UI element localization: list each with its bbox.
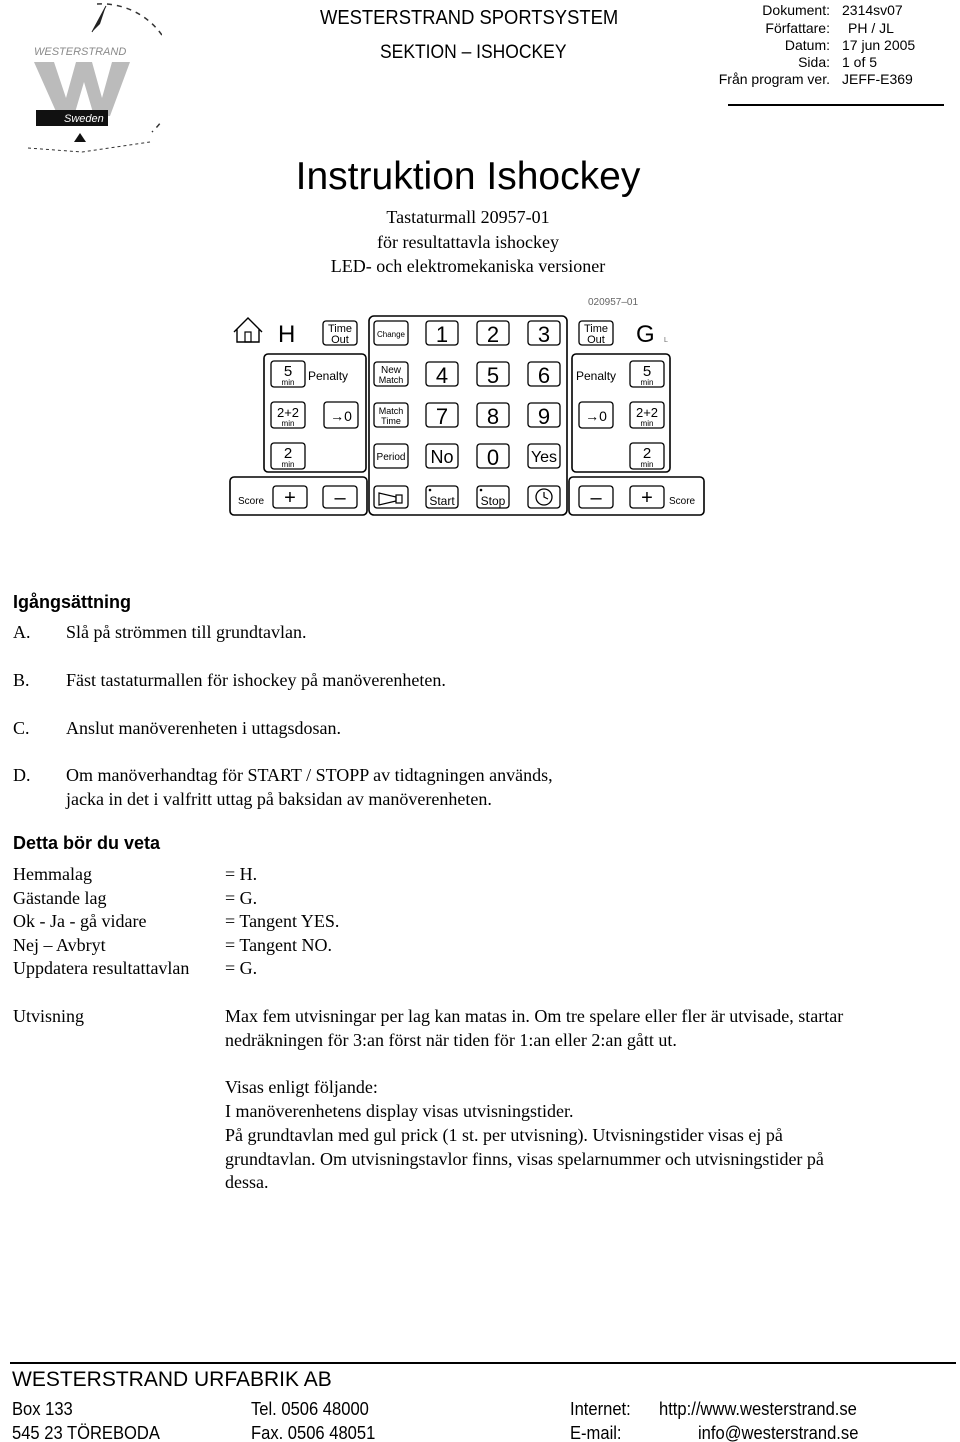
definition-term-utvisning: Utvisning	[13, 1006, 85, 1026]
min-label: min	[281, 419, 295, 428]
min-label: min	[640, 378, 654, 387]
digit-key: 5	[486, 363, 500, 388]
yes-key-label: Yes	[530, 449, 558, 466]
score-label: Score	[238, 496, 265, 507]
plus-key-label: +	[641, 487, 653, 509]
definition-value: = G.	[225, 888, 258, 908]
meta-value: JEFF-E369	[842, 71, 913, 87]
footer-internet-link[interactable]: http://www.westerstrand.se	[659, 1399, 857, 1419]
new-match-key-label: Match	[378, 375, 404, 385]
penalty-label: Penalty	[576, 369, 617, 383]
two-key-label: 2	[283, 445, 293, 462]
arrow-zero-key-label: →0	[585, 408, 607, 424]
period-key-label: Period	[376, 452, 406, 463]
paragraph-line: I manöverenhetens display visas utvisningstider.	[225, 1101, 574, 1121]
meta-label: Författare:	[765, 20, 830, 36]
meta-label: Sida:	[798, 54, 830, 70]
section-heading-detta: Detta bör du veta	[13, 833, 161, 853]
list-letter: C.	[13, 718, 30, 738]
time-out-key-label: Out	[587, 334, 605, 346]
change-key-label: Change	[376, 330, 406, 339]
definition-term: Ok - Ja - gå vidare	[13, 911, 147, 931]
template-code: 020957–01	[588, 297, 639, 308]
footer-city: 545 23 TÖREBODA	[12, 1423, 160, 1442]
five-key-label: 5	[642, 363, 652, 380]
footer-company: WESTERSTRAND URFABRIK AB	[12, 1368, 332, 1391]
svg-text:Sweden: Sweden	[64, 113, 104, 125]
list-letter: D.	[13, 765, 31, 785]
list-item: Anslut manöverenheten i uttagsdosan.	[66, 718, 341, 738]
penalty-label: Penalty	[308, 369, 349, 383]
meta-label: Dokument:	[762, 2, 830, 18]
meta-value: 17 jun 2005	[842, 37, 916, 53]
definition-value: = G.	[225, 958, 258, 978]
two-plus-two-key-label: 2+2	[635, 405, 659, 420]
no-key-label: No	[430, 447, 454, 467]
digit-key: 7	[435, 404, 449, 429]
paragraph-line: Visas enligt följande:	[225, 1077, 378, 1097]
header-divider	[728, 104, 944, 106]
paragraph-line: dessa.	[225, 1172, 269, 1192]
company-name: WESTERSTRAND SPORTSYSTEM	[320, 7, 619, 29]
footer-divider	[10, 1362, 956, 1364]
section-name: SEKTION – ISHOCKEY	[380, 42, 567, 63]
list-item: Fäst tastaturmallen för ishockey på manöverenheten.	[66, 670, 446, 690]
meta-label: Från program ver.	[718, 71, 830, 87]
page-title: Instruktion Ishockey	[295, 155, 641, 198]
digit-key: 3	[537, 322, 551, 347]
list-item: Slå på strömmen till grundtavlan.	[66, 622, 307, 642]
list-letter: A.	[13, 622, 31, 642]
digit-key: 9	[537, 404, 551, 429]
svg-text:WESTERSTRAND: WESTERSTRAND	[34, 46, 127, 58]
min-label: min	[281, 378, 295, 387]
min-label: min	[281, 460, 295, 469]
subtitle: Tastaturmall 20957-01	[386, 207, 550, 227]
meta-value: PH / JL	[848, 20, 894, 36]
footer-tel: Tel. 0506 48000	[251, 1399, 369, 1419]
match-time-key-label: Time	[381, 416, 401, 426]
footer-email-label: E-mail:	[570, 1423, 622, 1442]
digit-key: 1	[435, 322, 449, 347]
digit-key: 4	[435, 363, 449, 388]
new-match-key-label: New	[380, 365, 402, 376]
definition-term: Gästande lag	[13, 888, 107, 908]
two-key-label: 2	[642, 445, 652, 462]
score-label: Score	[669, 496, 696, 507]
subtitle: LED- och elektromekaniska versioner	[330, 256, 606, 276]
guest-label: G	[636, 321, 655, 348]
footer-internet-label: Internet:	[570, 1399, 631, 1419]
paragraph-line: Max fem utvisningar per lag kan matas in. Om tre spelare eller fler är utvisade, startar	[225, 1006, 844, 1026]
min-label: min	[640, 419, 654, 428]
footer-fax: Fax. 0506 48051	[251, 1423, 376, 1442]
list-item: Om manöverhandtag för START / STOPP av tidtagningen används,	[66, 765, 553, 785]
min-label: min	[640, 460, 654, 469]
five-key-label: 5	[283, 363, 293, 380]
time-out-key-label: Time	[583, 323, 609, 335]
small-mark: L	[664, 337, 668, 344]
minus-key-label: –	[334, 487, 346, 509]
footer-email-link[interactable]: info@westerstrand.se	[698, 1423, 859, 1442]
two-plus-two-key-label: 2+2	[276, 405, 300, 420]
definition-term: Uppdatera resultattavlan	[13, 958, 190, 978]
list-letter: B.	[13, 670, 30, 690]
meta-value: 2314sv07	[842, 2, 903, 18]
minus-key-label: –	[590, 487, 602, 509]
match-time-key-label: Match	[378, 406, 404, 416]
start-key-label: Start	[429, 494, 455, 508]
meta-label: Datum:	[784, 37, 830, 53]
subtitle: för resultattavla ishockey	[377, 232, 559, 252]
digit-key: 8	[486, 404, 500, 429]
stop-key-label: Stop	[480, 494, 506, 508]
definition-value: = Tangent YES.	[225, 911, 340, 931]
horn-icon	[379, 493, 402, 505]
footer-box: Box 133	[12, 1399, 73, 1419]
list-item-continued: jacka in det i valfritt uttag på baksidan av manöverenheten.	[66, 789, 492, 809]
time-out-key-label: Time	[327, 323, 353, 335]
section-heading-igangsattning: Igångsättning	[13, 592, 131, 612]
digit-key: 6	[537, 363, 551, 388]
paragraph-line: På grundtavlan med gul prick (1 st. per utvisning). Utvisningstider visas ej på	[225, 1125, 783, 1145]
arrow-zero-key-label: →0	[330, 408, 352, 424]
westerstrand-logo	[22, 2, 162, 154]
definition-term: Hemmalag	[13, 864, 92, 884]
time-out-key-label: Out	[331, 334, 349, 346]
house-icon	[234, 318, 262, 342]
definition-value: = H.	[225, 864, 258, 884]
plus-key-label: +	[284, 487, 296, 509]
paragraph-line: nedräkningen för 3:an först när tiden för 1:an eller 2:an gått ut.	[225, 1030, 677, 1050]
digit-key: 0	[486, 445, 500, 470]
definition-value: = Tangent NO.	[225, 935, 333, 955]
definition-term: Nej – Avbryt	[13, 935, 106, 955]
digit-key: 2	[486, 322, 500, 347]
meta-value: 1 of 5	[842, 54, 878, 70]
paragraph-line: grundtavlan. Om utvisningstavlor finns, visas spelarnummer och utvisningstider på	[225, 1149, 824, 1169]
clock-icon	[536, 489, 552, 505]
home-label: H	[278, 321, 296, 348]
keyboard-template	[226, 294, 708, 520]
